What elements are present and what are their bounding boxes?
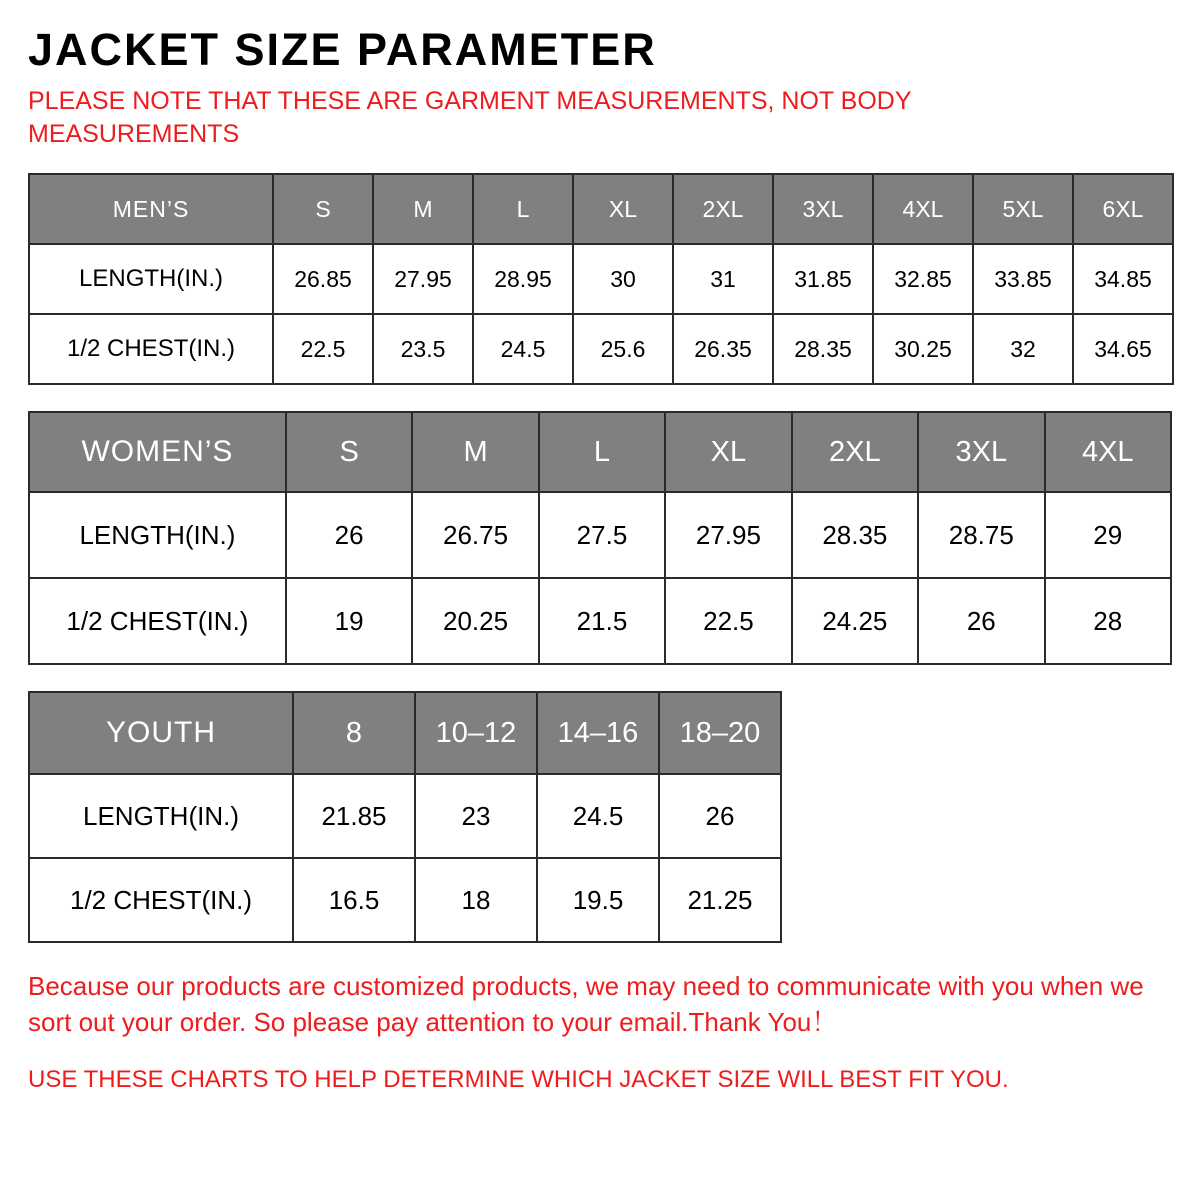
cell: 22.5 — [665, 578, 791, 664]
table-row — [29, 244, 1173, 314]
cell: 20.25 — [412, 578, 538, 664]
table-header-row — [29, 692, 781, 774]
cell: 30 — [573, 244, 673, 314]
size-header: 2XL — [792, 412, 918, 492]
cell: 27.95 — [373, 244, 473, 314]
table-row — [29, 492, 1171, 578]
mens-size-table — [28, 173, 1174, 385]
cell: 30.25 — [873, 314, 973, 384]
size-header: 14–16 — [537, 692, 659, 774]
cell: 18 — [415, 858, 537, 942]
cell: 24.5 — [473, 314, 573, 384]
row-label: LENGTH(IN.) — [29, 244, 273, 314]
cell: 34.65 — [1073, 314, 1173, 384]
cell: 28 — [1045, 578, 1171, 664]
cell: 27.95 — [665, 492, 791, 578]
page-title: JACKET SIZE PARAMETER — [28, 24, 657, 75]
table-row — [29, 858, 781, 942]
chart-usage-note: USE THESE CHARTS TO HELP DETERMINE WHICH JACKET SIZE WILL BEST FIT YOU. — [28, 1066, 1009, 1093]
cell: 31 — [673, 244, 773, 314]
cell: 33.85 — [973, 244, 1073, 314]
cell: 16.5 — [293, 858, 415, 942]
cell: 26 — [918, 578, 1044, 664]
womens-table-label: WOMEN’S — [29, 412, 286, 492]
size-header: XL — [573, 174, 673, 244]
measurement-note: PLEASE NOTE THAT THESE ARE GARMENT MEASUREMENTS, NOT BODY MEASUREMENTS — [28, 87, 912, 149]
size-header: 3XL — [773, 174, 873, 244]
mens-table-label: MEN’S — [29, 174, 273, 244]
cell: 31.85 — [773, 244, 873, 314]
cell: 23 — [415, 774, 537, 858]
cell: 32 — [973, 314, 1073, 384]
row-label: 1/2 CHEST(IN.) — [29, 578, 286, 664]
cell: 26.85 — [273, 244, 373, 314]
size-header: L — [473, 174, 573, 244]
size-header: 10–12 — [415, 692, 537, 774]
cell: 29 — [1045, 492, 1171, 578]
cell: 22.5 — [273, 314, 373, 384]
table-row — [29, 774, 781, 858]
cell: 19 — [286, 578, 412, 664]
size-header: M — [412, 412, 538, 492]
size-header: 2XL — [673, 174, 773, 244]
cell: 32.85 — [873, 244, 973, 314]
size-header: 4XL — [1045, 412, 1171, 492]
size-header: 4XL — [873, 174, 973, 244]
cell: 21.25 — [659, 858, 781, 942]
size-header: 3XL — [918, 412, 1044, 492]
size-header: XL — [665, 412, 791, 492]
cell: 25.6 — [573, 314, 673, 384]
youth-size-table — [28, 691, 782, 943]
row-label: LENGTH(IN.) — [29, 774, 293, 858]
cell: 21.5 — [539, 578, 665, 664]
cell: 27.5 — [539, 492, 665, 578]
cell: 24.25 — [792, 578, 918, 664]
size-header: S — [286, 412, 412, 492]
row-label: 1/2 CHEST(IN.) — [29, 314, 273, 384]
size-header: 18–20 — [659, 692, 781, 774]
cell: 28.75 — [918, 492, 1044, 578]
cell: 26 — [659, 774, 781, 858]
table-row — [29, 314, 1173, 384]
row-label: LENGTH(IN.) — [29, 492, 286, 578]
size-header: S — [273, 174, 373, 244]
youth-table-label: YOUTH — [29, 692, 293, 774]
size-header: L — [539, 412, 665, 492]
cell: 26 — [286, 492, 412, 578]
cell: 28.95 — [473, 244, 573, 314]
size-header: M — [373, 174, 473, 244]
womens-size-table — [28, 411, 1172, 665]
size-header: 5XL — [973, 174, 1073, 244]
table-header-row — [29, 412, 1171, 492]
cell: 19.5 — [537, 858, 659, 942]
cell: 24.5 — [537, 774, 659, 858]
cell: 21.85 — [293, 774, 415, 858]
cell: 28.35 — [773, 314, 873, 384]
cell: 28.35 — [792, 492, 918, 578]
table-row — [29, 578, 1171, 664]
cell: 26.75 — [412, 492, 538, 578]
customization-note: Because our products are customized products, we may need to communicate with you when we sort out your order. So please pay attention to your email.Thank You！ — [28, 971, 1144, 1038]
row-label: 1/2 CHEST(IN.) — [29, 858, 293, 942]
cell: 26.35 — [673, 314, 773, 384]
table-header-row — [29, 174, 1173, 244]
size-header: 8 — [293, 692, 415, 774]
footer-notes — [28, 969, 1172, 1096]
cell: 34.85 — [1073, 244, 1173, 314]
size-header: 6XL — [1073, 174, 1173, 244]
cell: 23.5 — [373, 314, 473, 384]
